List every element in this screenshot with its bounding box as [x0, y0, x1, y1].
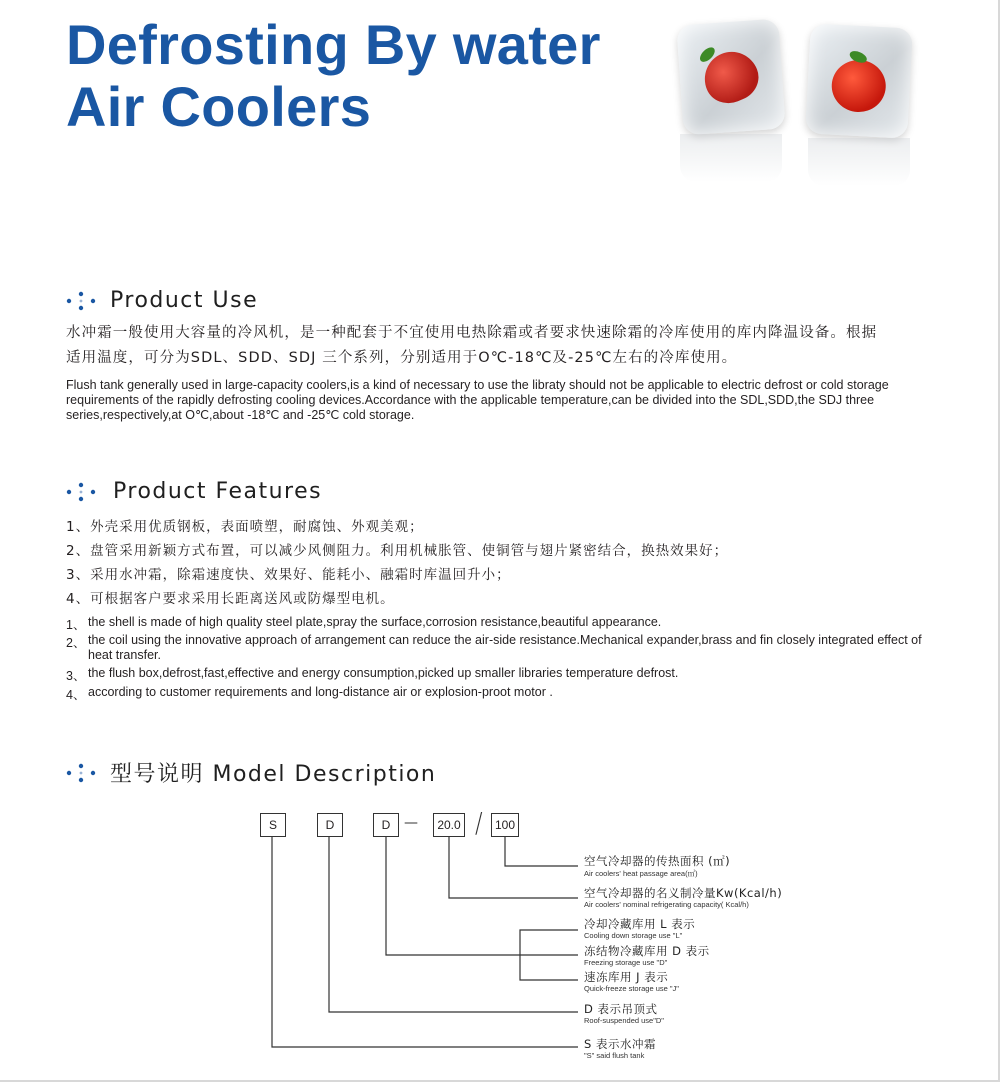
- feature-cn-item: 2、盘管采用新颖方式布置，可以减少风侧阻力。利用机械胀管、使铜管与翅片紧密结合，换热效果好；: [66, 543, 729, 559]
- ice-cube-reflection: [808, 138, 910, 186]
- label-freezing-d-cn: 冻结物冷藏库用 D 表示: [584, 944, 710, 958]
- label-quick-freeze-j-cn: 速冻库用 J 表示: [584, 970, 669, 984]
- tomato-icon: [830, 59, 887, 114]
- label-cooling-l-cn: 冷却冷藏库用 L 表示: [584, 917, 696, 931]
- ice-cube-tomato-image: [805, 23, 913, 138]
- product-use-cn-line-1: 水冲霜一般使用大容量的冷风机，是一种配套于不宜使用电热除霜或者要求快速除霜的冷库使用的库内降温设备。根据: [66, 325, 878, 341]
- label-flush-tank-en: "S" said flush tank: [584, 1051, 645, 1060]
- feature-en-number: 4、: [66, 688, 86, 702]
- model-code-d-storage: D: [373, 813, 399, 837]
- section-title: Product Features: [113, 479, 323, 504]
- model-code-slash: /: [474, 806, 483, 839]
- feature-en-item: according to customer requirements and long-distance air or explosion-proot motor .: [88, 685, 553, 699]
- label-flush-tank-cn: S 表示水冲霜: [584, 1037, 656, 1051]
- page-title: [66, 14, 601, 138]
- ice-cube-strawberry-image: [676, 19, 785, 136]
- label-quick-freeze-j-en: Quick-freeze storage use "J": [584, 984, 679, 993]
- bullet-dots-icon: [66, 763, 96, 783]
- product-features-heading: [66, 479, 322, 504]
- model-code-capacity: 20.0: [433, 813, 465, 837]
- label-heat-area-cn: 空气冷却器的传热面积 (㎡): [584, 854, 731, 868]
- product-use-heading: [66, 288, 258, 313]
- model-description-heading: [66, 757, 436, 788]
- bullet-dots-icon: [66, 291, 96, 311]
- product-use-en-line-2: requirements of the rapidly defrosting cooling devices.Accordance with the applicable temperature,can be divided into the SDL,SDD,the SDJ three: [66, 393, 875, 407]
- feature-en-item: the flush box,defrost,fast,effective and energy consumption,picked up smaller libraries temperature defrost.: [88, 666, 679, 680]
- model-code-s: S: [260, 813, 286, 837]
- label-roof-suspended-en: Roof-suspended use"D": [584, 1016, 664, 1025]
- label-capacity-cn: 空气冷却器的名义制冷量Kw(Kcal/h): [584, 886, 783, 900]
- product-use-cn-line-2: 适用温度，可分为SDL、SDD、SDJ 三个系列，分别适用于O℃-18℃及-25℃左右的冷库使用。: [66, 350, 738, 366]
- model-code-d-roof: D: [317, 813, 343, 837]
- label-roof-suspended-cn: D 表示吊顶式: [584, 1002, 658, 1016]
- model-code-area: 100: [491, 813, 519, 837]
- feature-en-number: 2、: [66, 636, 86, 650]
- label-cooling-l-en: Cooling down storage use "L": [584, 931, 683, 940]
- feature-en-number: 3、: [66, 669, 86, 683]
- label-capacity-en: Air coolers' nominal refrigerating capacity( Kcal/h): [584, 900, 749, 909]
- feature-cn-item: 3、采用水冲霜，除霜速度快、效果好、能耗小、融霜时库温回升小；: [66, 567, 511, 583]
- feature-en-number: 1、: [66, 618, 86, 632]
- feature-en-item: the coil using the innovative approach of arrangement can reduce the air-side resistance.Mechanical expander,brass and fin closely integrated effect of heat transfer.: [88, 633, 922, 662]
- section-title: 型号说明 Model Description: [110, 762, 437, 787]
- product-use-en-line-3: series,respectively,at O℃,about -18℃ and -25℃ cold storage.: [66, 408, 415, 422]
- ice-cube-reflection: [680, 134, 782, 182]
- title-line-2: Air Coolers: [66, 75, 372, 138]
- product-use-en-line-1: Flush tank generally used in large-capacity coolers,is a kind of necessary to use the libraty should not be applicable to electric defrost or cold storage: [66, 378, 889, 392]
- feature-en-item: the shell is made of high quality steel plate,spray the surface,corrosion resistance,beautiful appearance.: [88, 615, 662, 629]
- title-line-1: Defrosting By water: [66, 13, 601, 76]
- label-freezing-d-en: Freezing storage use "D": [584, 958, 668, 967]
- bullet-dots-icon: [66, 482, 96, 502]
- label-heat-area-en: Air coolers' heat passage area(㎡): [584, 869, 698, 878]
- feature-cn-item: 1、外壳采用优质钢板，表面喷塑，耐腐蚀、外观美观；: [66, 519, 424, 535]
- feature-cn-item: 4、可根据客户要求采用长距离送风或防爆型电机。: [66, 591, 395, 607]
- model-code-dash: —: [404, 815, 418, 831]
- section-title: Product Use: [110, 288, 259, 313]
